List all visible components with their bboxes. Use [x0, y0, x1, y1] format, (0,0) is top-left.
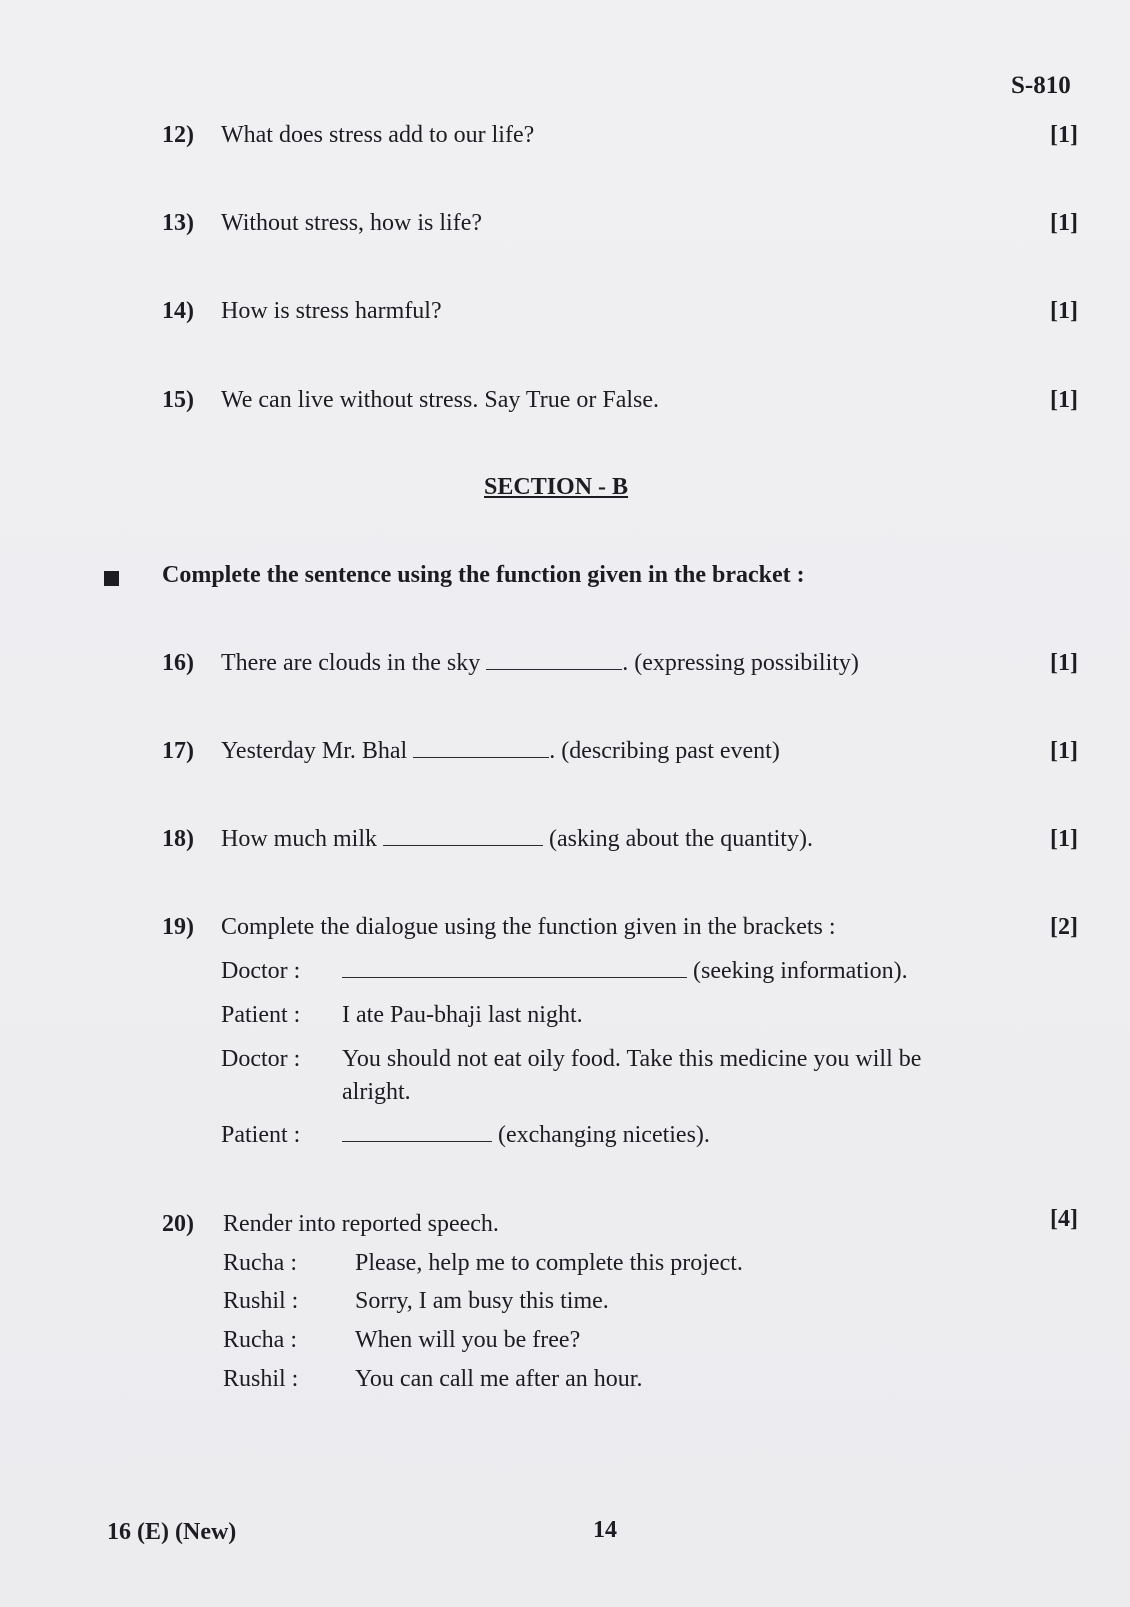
section-instruction: Complete the sentence using the function given in the bracket : — [162, 562, 805, 588]
square-bullet-icon — [104, 571, 119, 586]
dialogue-speaker: Rucha : — [223, 1327, 297, 1353]
question-number: 15) — [162, 387, 194, 413]
dialogue-speaker: Doctor : — [221, 958, 301, 984]
sentence-function: (asking about the quantity). — [549, 826, 813, 852]
question-text: We can live without stress. Say True or False. — [221, 387, 660, 413]
dialogue-line: You can call me after an hour. — [355, 1366, 643, 1392]
marks: [2] — [1050, 914, 1078, 940]
answer-blank — [342, 1123, 492, 1142]
sentence-function: . (describing past event) — [549, 738, 780, 764]
question-number: 18) — [162, 826, 194, 852]
dialogue-speaker: Patient : — [221, 1122, 301, 1148]
dialogue-speaker: Rushil : — [223, 1366, 299, 1392]
sentence-function: . (expressing possibility) — [622, 650, 859, 676]
question-text: Render into reported speech. — [223, 1211, 499, 1237]
dialogue-speaker: Patient : — [221, 1002, 301, 1028]
dialogue-line-continued: alright. — [342, 1079, 411, 1105]
dialogue-speaker: Doctor : — [221, 1046, 301, 1072]
dialogue-line — [342, 958, 908, 985]
question-text: Without stress, how is life? — [221, 210, 482, 236]
sentence-start: How much milk — [221, 826, 377, 852]
answer-blank — [383, 827, 543, 846]
question-text — [221, 738, 780, 765]
question-text: What does stress add to our life? — [221, 122, 535, 148]
question-number: 13) — [162, 210, 194, 236]
question-text — [221, 826, 813, 853]
marks: [1] — [1050, 387, 1078, 413]
question-number: 12) — [162, 122, 194, 148]
answer-blank — [413, 739, 549, 758]
page-number: 14 — [593, 1517, 617, 1543]
question-number: 20) — [162, 1211, 194, 1237]
sentence-start: There are clouds in the sky — [221, 650, 481, 676]
marks: [1] — [1050, 122, 1078, 148]
dialogue-line: When will you be free? — [355, 1327, 581, 1353]
marks: [4] — [1050, 1206, 1078, 1232]
dialogue-speaker: Rushil : — [223, 1288, 299, 1314]
dialogue-speaker: Rucha : — [223, 1250, 297, 1276]
question-text — [221, 650, 859, 677]
marks: [1] — [1050, 738, 1078, 764]
dialogue-line: I ate Pau-bhaji last night. — [342, 1002, 583, 1028]
footer-left: 16 (E) (New) — [107, 1519, 237, 1545]
question-number: 19) — [162, 914, 194, 940]
dialogue-function: (seeking information). — [693, 958, 908, 984]
dialogue-function: (exchanging niceties). — [498, 1122, 710, 1148]
question-number: 16) — [162, 650, 194, 676]
dialogue-line: Please, help me to complete this project. — [355, 1250, 743, 1276]
section-title: SECTION - B — [484, 474, 629, 500]
dialogue-line: Sorry, I am busy this time. — [355, 1288, 609, 1314]
question-number: 14) — [162, 298, 194, 324]
marks: [1] — [1050, 210, 1078, 236]
answer-blank — [342, 959, 687, 978]
marks: [1] — [1050, 298, 1078, 324]
marks: [1] — [1050, 826, 1078, 852]
sentence-start: Yesterday Mr. Bhal — [221, 738, 408, 764]
question-number: 17) — [162, 738, 194, 764]
dialogue-line — [342, 1122, 710, 1149]
question-text: How is stress harmful? — [221, 298, 442, 324]
paper-code: S-810 — [1011, 72, 1071, 99]
marks: [1] — [1050, 650, 1078, 676]
answer-blank — [486, 651, 622, 670]
dialogue-line: You should not eat oily food. Take this medicine you will be — [342, 1046, 922, 1072]
question-text: Complete the dialogue using the function given in the brackets : — [221, 914, 836, 940]
